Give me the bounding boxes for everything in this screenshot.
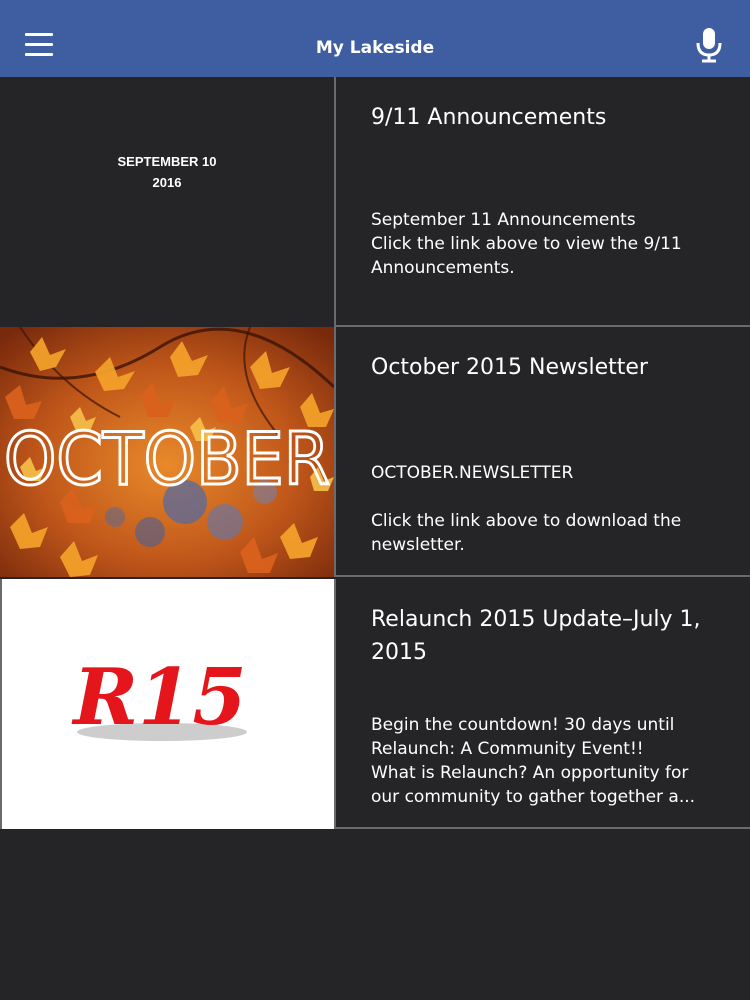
item-body-line: Announcements. — [371, 258, 515, 278]
date-thumbnail[interactable] — [0, 77, 336, 327]
item-title[interactable] — [371, 603, 716, 669]
list-item[interactable] — [0, 579, 750, 829]
item-body-line: Click the link above to view the 9/11 — [371, 234, 682, 254]
item-body-line: September 11 Announcements — [371, 210, 636, 230]
r15-thumbnail[interactable] — [0, 579, 336, 829]
list-item[interactable] — [0, 77, 750, 327]
r15-logo-image — [2, 579, 336, 829]
october-thumbnail-text: OCTOBER — [4, 417, 330, 501]
item-body — [371, 208, 726, 280]
item-body-line[interactable]: OCTOBER.NEWSLETTER — [371, 463, 574, 483]
r15-logo-text: R15 — [73, 652, 247, 743]
item-body-spacer — [371, 485, 726, 509]
item-body-line: What is Relaunch? An opportunity for — [371, 763, 689, 783]
item-content — [371, 327, 721, 577]
top-app-bar — [0, 0, 750, 77]
october-leaves-image — [0, 327, 334, 577]
item-body-line: Begin the countdown! 30 days until — [371, 715, 675, 735]
october-thumbnail[interactable] — [0, 327, 336, 577]
app-title: My Lakeside — [315, 38, 435, 58]
item-body-line: Relaunch: A Community Event!! — [371, 739, 644, 759]
item-body — [371, 713, 726, 809]
item-body — [371, 461, 726, 557]
microphone-icon — [692, 26, 726, 64]
item-title[interactable]: 9/11 Announcements — [371, 105, 607, 130]
item-title-line: 2015 — [371, 640, 427, 665]
thumbnail-date-month-day: SEPTEMBER 10 — [117, 154, 217, 169]
thumbnail-date — [0, 151, 334, 193]
item-content — [371, 579, 721, 829]
voice-search-button[interactable] — [692, 26, 726, 64]
item-body-line: newsletter. — [371, 535, 465, 555]
item-content — [371, 77, 721, 327]
item-title-line: Relaunch 2015 Update–July 1, — [371, 607, 701, 632]
thumbnail-date-year: 2016 — [152, 175, 182, 190]
item-title[interactable]: October 2015 Newsletter — [371, 355, 648, 380]
item-body-line: Click the link above to download the — [371, 511, 682, 531]
item-body-line: our community to gather together a... — [371, 787, 696, 807]
list-item[interactable] — [0, 327, 750, 577]
